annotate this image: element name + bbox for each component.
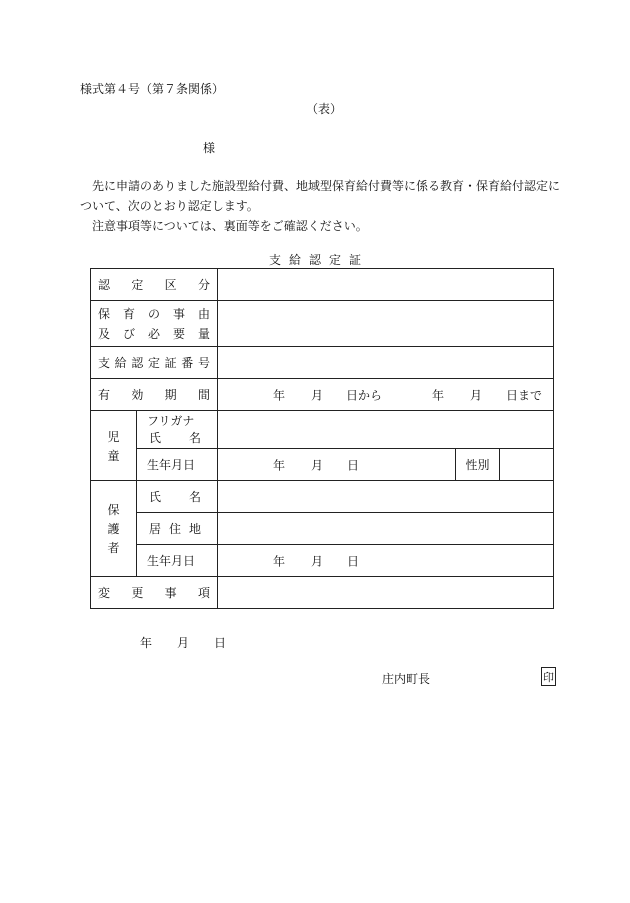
row-reason: [91, 301, 554, 347]
label-char: 児: [107, 429, 120, 444]
label-char: 間: [197, 388, 210, 402]
addressee-suffix: 様: [203, 141, 216, 155]
label-char: 保: [98, 307, 111, 321]
body-line: 注意事項等については、裏面等をご確認ください。: [92, 219, 368, 233]
label-reason: [91, 301, 218, 347]
label-char: 給: [114, 356, 127, 370]
row-child-birth: [91, 449, 554, 481]
label-char: 及: [98, 327, 111, 341]
value-child-sex: [500, 449, 554, 481]
label-child-birthdate: 生年月日: [137, 449, 218, 481]
label-char: 名: [188, 490, 201, 504]
label-char: 期: [164, 388, 177, 402]
validity-year-1: 年: [273, 388, 286, 402]
label-guardian: [91, 481, 137, 577]
guardian-birth-year: 年: [273, 554, 286, 568]
certificate-title: 支給認定証: [268, 253, 369, 267]
row-guardian-name: [91, 481, 554, 513]
value-validity: [218, 379, 554, 411]
validity-month-2: 月: [470, 388, 483, 402]
value-category: [218, 269, 554, 301]
side-indicator: （表）: [306, 102, 343, 116]
label-char: 事: [172, 307, 185, 321]
label-char: 定: [131, 278, 144, 292]
label-char: 区: [164, 278, 177, 292]
value-child-birthdate: [218, 449, 456, 481]
label-validity: [91, 379, 218, 411]
child-furigana-label: フリガナ: [147, 413, 195, 428]
label-char: 効: [131, 388, 144, 402]
issue-month: 月: [177, 636, 190, 650]
validity-month-1: 月: [311, 388, 324, 402]
label-char: 育: [122, 307, 135, 321]
value-cert-number: [218, 347, 554, 379]
child-birth-year: 年: [273, 458, 286, 472]
issuer-name: 庄内町長: [382, 672, 431, 686]
label-cert-number: [91, 347, 218, 379]
label-char: 住: [168, 522, 181, 536]
child-birth-day: 日: [347, 458, 360, 472]
value-guardian-name: [218, 481, 554, 513]
label-char: 定: [147, 356, 160, 370]
row-cert-number: [91, 347, 554, 379]
issue-day: 日: [214, 636, 227, 650]
label-char: 童: [107, 448, 120, 463]
value-guardian-address: [218, 513, 554, 545]
label-char: 認: [131, 356, 144, 370]
label-char: 由: [197, 307, 210, 321]
label-child-sex: 性別: [456, 449, 500, 481]
label-char: 変: [98, 586, 111, 600]
row-validity: [91, 379, 554, 411]
body-text: [80, 176, 575, 236]
label-guardian-birthdate: 生年月日: [137, 545, 218, 577]
label-guardian-name: [137, 481, 218, 513]
label-changes: [91, 577, 218, 609]
value-child-name: [218, 411, 554, 449]
label-char: 護: [107, 522, 120, 536]
label-char: 支: [98, 356, 111, 370]
label-char: の: [147, 307, 160, 321]
value-changes: [218, 577, 554, 609]
body-line: 先に申請のありました施設型給付費、地域型保育給付費等に係る教育・保育給付認定に: [92, 179, 561, 193]
label-char: 更: [131, 586, 144, 600]
label-char: び: [122, 327, 135, 341]
row-category: [91, 269, 554, 301]
value-guardian-birthdate: [218, 545, 554, 577]
label-category: [91, 269, 218, 301]
label-char: 号: [197, 356, 210, 370]
label-char: 必: [147, 327, 160, 341]
validity-year-2: 年: [432, 388, 445, 402]
value-reason: [218, 301, 554, 347]
label-char: 保: [107, 503, 120, 517]
label-child-name: [137, 411, 218, 449]
body-line: ついて、次のとおり認定します。: [80, 199, 259, 213]
row-guardian-birth: [91, 545, 554, 577]
label-char: 地: [188, 522, 201, 536]
row-guardian-address: [91, 513, 554, 545]
certificate-table: [90, 268, 554, 609]
label-char: 氏: [149, 430, 162, 445]
issue-year: 年: [140, 636, 153, 650]
child-birth-month: 月: [311, 458, 324, 472]
form-number: 様式第４号（第７条関係）: [80, 82, 225, 96]
label-char: 者: [107, 541, 120, 555]
row-child-name: [91, 411, 554, 449]
label-char: 分: [197, 278, 210, 292]
label-char: 項: [197, 586, 210, 600]
label-char: 番: [181, 356, 194, 370]
row-changes: [91, 577, 554, 609]
label-char: 認: [98, 278, 111, 292]
label-char: 事: [164, 586, 177, 600]
label-char: 有: [98, 388, 111, 402]
label-guardian-address: [137, 513, 218, 545]
seal-box: 印: [541, 667, 556, 686]
label-char: 氏: [149, 490, 162, 504]
validity-until: 日まで: [506, 388, 543, 402]
label-char: 量: [197, 327, 210, 341]
label-char: 名: [188, 430, 201, 445]
label-child: [91, 411, 137, 481]
guardian-birth-day: 日: [347, 554, 360, 568]
label-char: 居: [149, 522, 162, 536]
guardian-birth-month: 月: [311, 554, 324, 568]
label-char: 証: [164, 356, 177, 370]
validity-from: 日から: [346, 388, 383, 402]
label-char: 要: [172, 327, 185, 341]
